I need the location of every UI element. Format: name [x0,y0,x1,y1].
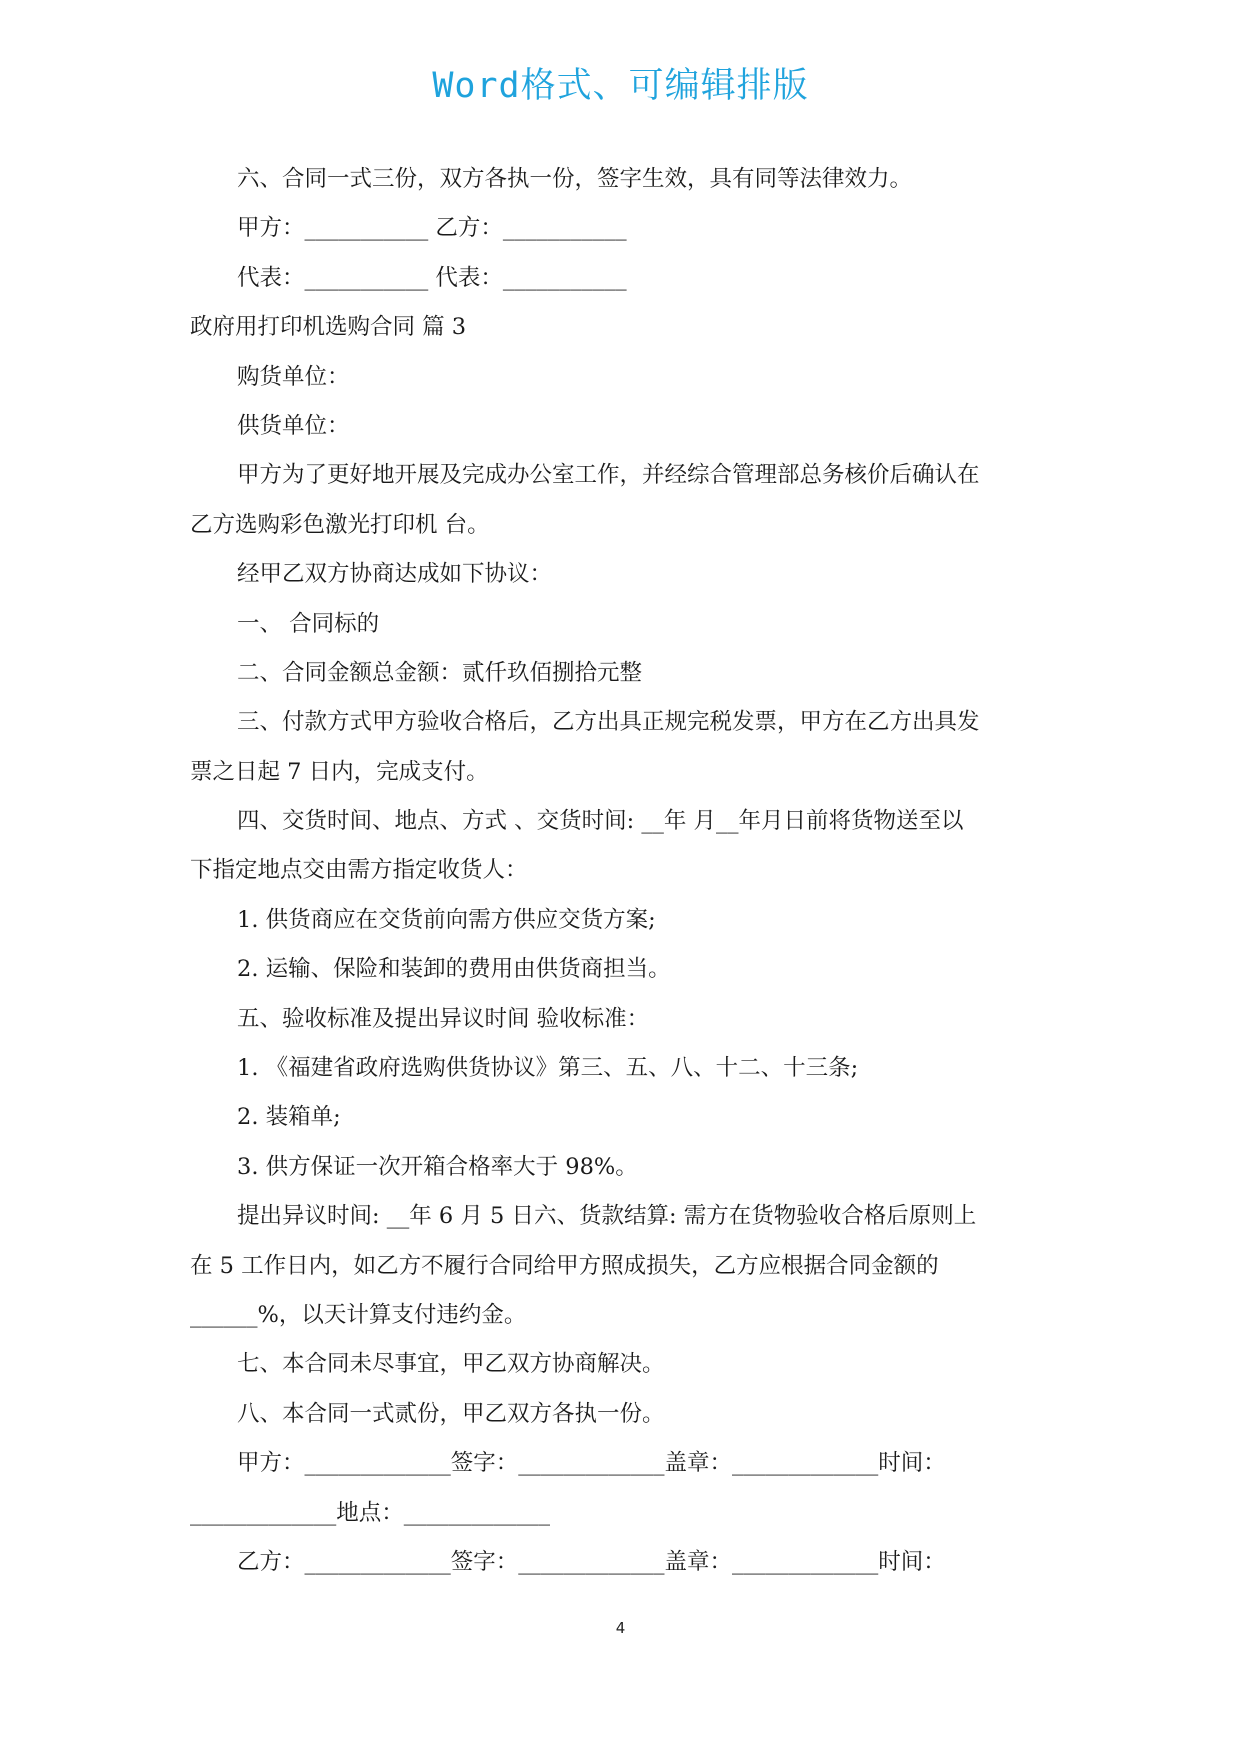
paragraph-line: 四、交货时间、地点、方式 、交货时间: __年 月__年月日前将货物送至以 [237,808,964,835]
paragraph-line: 甲方：_____________签字：_____________盖章：_____________时间： [237,1450,946,1477]
paragraph-line: 下指定地点交由需方指定收货人： [190,857,528,884]
paragraph-line: 三、付款方式甲方验收合格后，乙方出具正规完税发票，甲方在乙方出具发 [237,709,980,736]
paragraph-line: ______%，以天计算支付违约金。 [190,1301,527,1328]
paragraph-line: 2. 运输、保险和装卸的费用由供货商担当。 [237,956,671,983]
document-body [190,155,1060,1587]
paragraph-line: _____________地点：_____________ [190,1499,551,1526]
paragraph-line: 政府用打印机选购合同 篇 3 [190,314,467,341]
paragraph-line: 七、本合同未尽事宜，甲乙双方协商解决。 [237,1351,665,1378]
paragraph-line: 代表：___________ 代表：___________ [237,264,627,291]
paragraph-line: 票之日起 7 日内，完成支付。 [190,758,489,785]
paragraph-line: 供货单位： [237,412,350,439]
paragraph-line: 八、本合同一式贰份，甲乙双方各执一份。 [237,1400,665,1427]
paragraph-line: 提出异议时间: __年 6 月 5 日六、货款结算: 需方在货物验收合格后原则上 [237,1203,977,1230]
paragraph-line: 1. 供货商应在交货前向需方供应交货方案; [237,906,656,933]
paragraph-line: 一、 合同标的 [237,610,380,637]
paragraph-line: 二、合同金额总金额：贰仟玖佰捌拾元整 [237,659,643,686]
paragraph-line: 在 5 工作日内，如乙方不履行合同给甲方照成损失，乙方应根据合同金额的 [190,1252,939,1279]
page-header-title: Word格式、可编辑排版 [432,66,809,106]
paragraph-line: 甲方：___________ 乙方：___________ [237,215,627,242]
paragraph-line: 1. 《福建省政府选购供货协议》第三、五、八、十二、十三条; [237,1055,859,1082]
paragraph-line: 甲方为了更好地开展及完成办公室工作，并经综合管理部总务核价后确认在 [237,462,980,489]
paragraph-line: 购货单位： [237,363,350,390]
paragraph-line: 经甲乙双方协商达成如下协议： [237,561,553,588]
paragraph-line: 六、合同一式三份，双方各执一份，签字生效，具有同等法律效力。 [237,166,913,192]
paragraph-line: 3. 供方保证一次开箱合格率大于 98%。 [237,1153,638,1180]
paragraph-line: 乙方选购彩色激光打印机 台。 [190,511,490,538]
paragraph-line: 2. 装箱单; [237,1104,341,1131]
page-number: 4 [615,1619,626,1637]
paragraph-line: 乙方：_____________签字：_____________盖章：_____________时间： [237,1548,946,1575]
paragraph-line: 五、验收标准及提出异议时间 验收标准： [237,1005,650,1032]
